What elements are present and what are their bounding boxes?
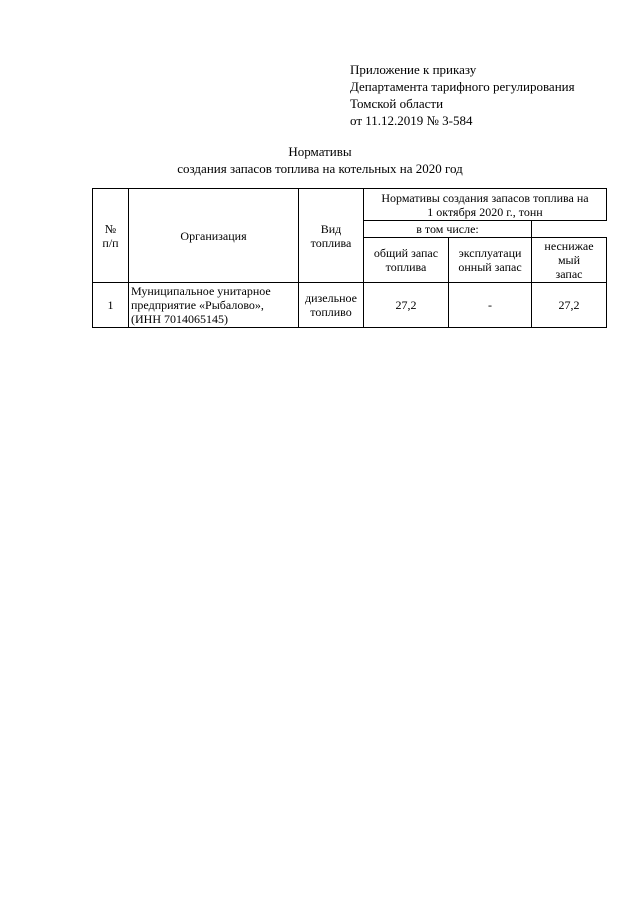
order-header [350, 61, 575, 129]
cell-fuel-type: дизельное топливо [299, 283, 364, 328]
document-subtitle: создания запасов топлива на котельных на 2020 год [177, 161, 463, 176]
cell-operational-reserve: - [449, 283, 532, 328]
table-row [93, 283, 607, 328]
cell-nonreducible-reserve: 27,2 [532, 283, 607, 328]
cell-total-reserve: 27,2 [364, 283, 449, 328]
header-total-reserve: общий запас топлива [364, 238, 449, 283]
header-line-appendix: Приложение к приказу [350, 62, 477, 77]
header-operational-reserve: эксплуатаци онный запас [449, 238, 532, 283]
header-norms-group: Нормативы создания запасов топлива на 1 октября 2020 г., тонн [364, 189, 607, 221]
header-including: в том числе: [364, 221, 532, 238]
header-line-date-number: от 11.12.2019 № 3-584 [350, 113, 473, 128]
header-line-region: Томской области [350, 96, 444, 111]
norms-table [92, 188, 607, 328]
header-nonreducible-reserve: неснижае мый запас [532, 238, 607, 283]
header-number: № п/п [93, 189, 129, 283]
header-organization: Организация [129, 189, 299, 283]
table-header-row [93, 189, 607, 221]
document-title: Нормативы [288, 144, 352, 159]
cell-number: 1 [93, 283, 129, 328]
header-fuel-type: Вид топлива [299, 189, 364, 283]
cell-organization: Муниципальное унитарное предприятие «Рыбалово», (ИНН 7014065145) [129, 283, 299, 328]
header-line-department: Департамента тарифного регулирования [350, 79, 575, 94]
